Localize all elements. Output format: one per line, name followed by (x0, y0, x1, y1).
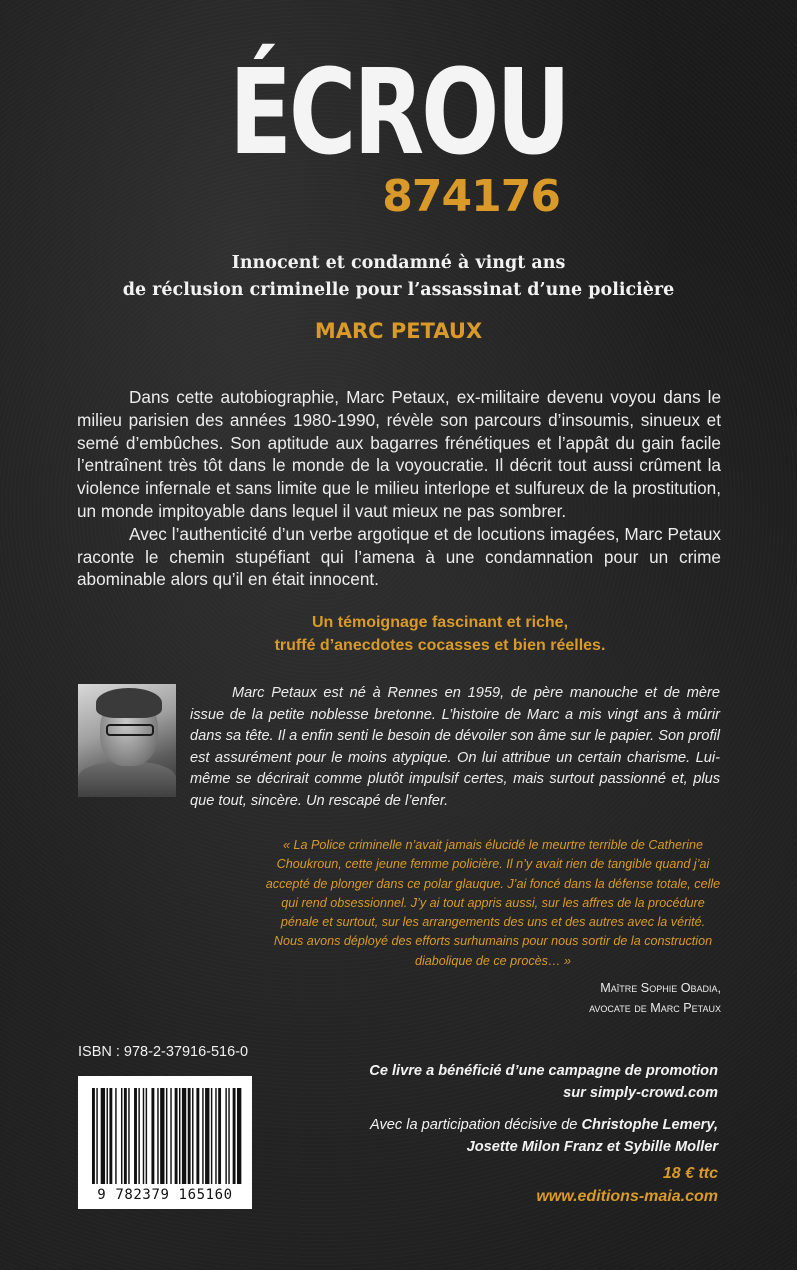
barcode-bar (196, 1088, 199, 1184)
quote-author-name: Maître Sophie Obadia, (600, 981, 721, 995)
barcode-bar (179, 1088, 180, 1184)
barcode-bar (134, 1088, 137, 1184)
barcode-bar (202, 1088, 203, 1184)
highlight-line-2: truffé d’anecdotes cocasses et bien réelles. (274, 637, 606, 654)
barcode-bar (170, 1088, 171, 1184)
price: 18 € ttc (662, 1165, 718, 1182)
subtitle-line-2: de réclusion criminelle pour l’assassinat d’une policière (122, 280, 675, 300)
synopsis-paragraph-1: Dans cette autobiographie, Marc Petaux, ex-militaire devenu voyou dans le milieu parisien des années 1980-1990, révèle son parcours d’insoumis, sinueux et semé d’embûches. Son aptitude aux bagarres frénétiques et l’appât du gain facile l’entraînent très tôt dans le monde de la voyoucratie. Il décrit tout aussi crûment la violence infernale et sans limite que le milieu interlope et sulfureux de la prostitution, un monde impitoyable dans lequel il vaut mieux ne pas sombrer. (77, 387, 721, 521)
barcode-bar (146, 1088, 147, 1184)
barcode-bar (128, 1088, 129, 1184)
barcode-bar (109, 1088, 112, 1184)
barcode-bar (121, 1088, 122, 1184)
barcode-bar (101, 1088, 105, 1184)
author-name: MARC PETAUX (314, 319, 483, 343)
subtitle-line-1: Innocent et condamné à vingt ans (231, 253, 566, 273)
credits-name-1: Christophe Lemery, (581, 1117, 718, 1133)
quote-author-role: avocate de Marc Petaux (589, 1000, 721, 1015)
barcode (78, 1076, 252, 1209)
author-photo (78, 684, 176, 797)
barcode-bar (211, 1088, 212, 1184)
book-number: 874176 (382, 171, 560, 222)
credits-names-2: Josette Milon Franz et Sybille Moller (466, 1139, 718, 1155)
barcode-bar (233, 1088, 236, 1184)
barcode-bar (107, 1088, 108, 1184)
barcode-bar (182, 1088, 186, 1184)
credits-line-1 (330, 1114, 718, 1136)
barcode-digits: 9 782379 165160 (97, 1187, 233, 1203)
barcode-bar (143, 1088, 144, 1184)
credits-prefix: Avec la participation décisive de (370, 1117, 582, 1133)
photo-hair (96, 688, 162, 718)
credits-line-2 (330, 1136, 718, 1158)
barcode-bar (175, 1088, 178, 1184)
book-subtitle (0, 250, 797, 304)
barcode-bar (228, 1088, 229, 1184)
barcode-bar (96, 1088, 97, 1184)
barcode-bar (215, 1088, 216, 1184)
barcode-bar (157, 1088, 158, 1184)
synopsis-paragraph-2: Avec l’authenticité d’un verbe argotique et de locutions imagées, Marc Petaux raconte le chemin stupéfiant qui l’amena à une condamnation pour un crime abominable alors qu’il en était innocent. (77, 523, 721, 590)
isbn: ISBN : 978-2-37916-516-0 (78, 1044, 249, 1060)
quote-attribution (420, 979, 721, 1018)
lawyer-quote: « La Police criminelle n’avait jamais élucidé le meurtre terrible de Catherine Choukroun, cette jeune femme policière. Il n’y avait rien de tangible quand j’ai accepté de plonger dans ce polar glauque. J’ai foncé dans la défense totale, celle qui rend obsessionnel. J’y ai tout appris aussi, sur les affres de la procédure pénale et surtout, sur les arrangements des uns et des autres avec la vérité. Nous avons déployé des efforts surhumains pour nous sortir de la construction diabolique de ce procès… » (265, 838, 721, 968)
barcode-bar (192, 1088, 193, 1184)
barcode-bar (92, 1088, 95, 1184)
barcode-bar (237, 1088, 241, 1184)
barcode-bar (138, 1088, 139, 1184)
barcode-bar (151, 1088, 154, 1184)
photo-glasses (106, 724, 154, 736)
promo-note (330, 1060, 718, 1104)
promo-line-2: sur simply-crowd.com (563, 1085, 718, 1101)
barcode-bar (124, 1088, 127, 1184)
book-title: ÉCROU (229, 43, 568, 181)
highlight-tagline (180, 611, 700, 657)
barcode-bar (205, 1088, 209, 1184)
barcode-bar (225, 1088, 226, 1184)
barcode-bar (115, 1088, 116, 1184)
promo-line-1: Ce livre a bénéficié d’une campagne de promotion (369, 1063, 718, 1079)
highlight-line-1: Un témoignage fascinant et riche, (311, 614, 569, 631)
author-bio: Marc Petaux est né à Rennes en 1959, de père manouche et de mère issue de la petite noblesse bretonne. L’histoire de Marc a mis vingt ans à mûrir dans sa tête. Il a enfin senti le besoin de dévoiler son âme sur le papier. Son profil est assurément pour le moins atypique. On lui attribue un certain charisme. Lui-même se décrirait comme plutôt impulsif certes, mais surtout passionné et, plus que tout, sincère. Un rescapé de l’enfer. (190, 685, 720, 809)
barcode-bar (160, 1088, 164, 1184)
photo-shoulders (78, 762, 176, 797)
barcode-bar (166, 1088, 167, 1184)
barcode-bar (188, 1088, 191, 1184)
credits (330, 1114, 718, 1158)
publisher-website[interactable]: www.editions-maia.com (536, 1188, 718, 1205)
barcode-bar (218, 1088, 221, 1184)
synopsis (77, 386, 721, 591)
